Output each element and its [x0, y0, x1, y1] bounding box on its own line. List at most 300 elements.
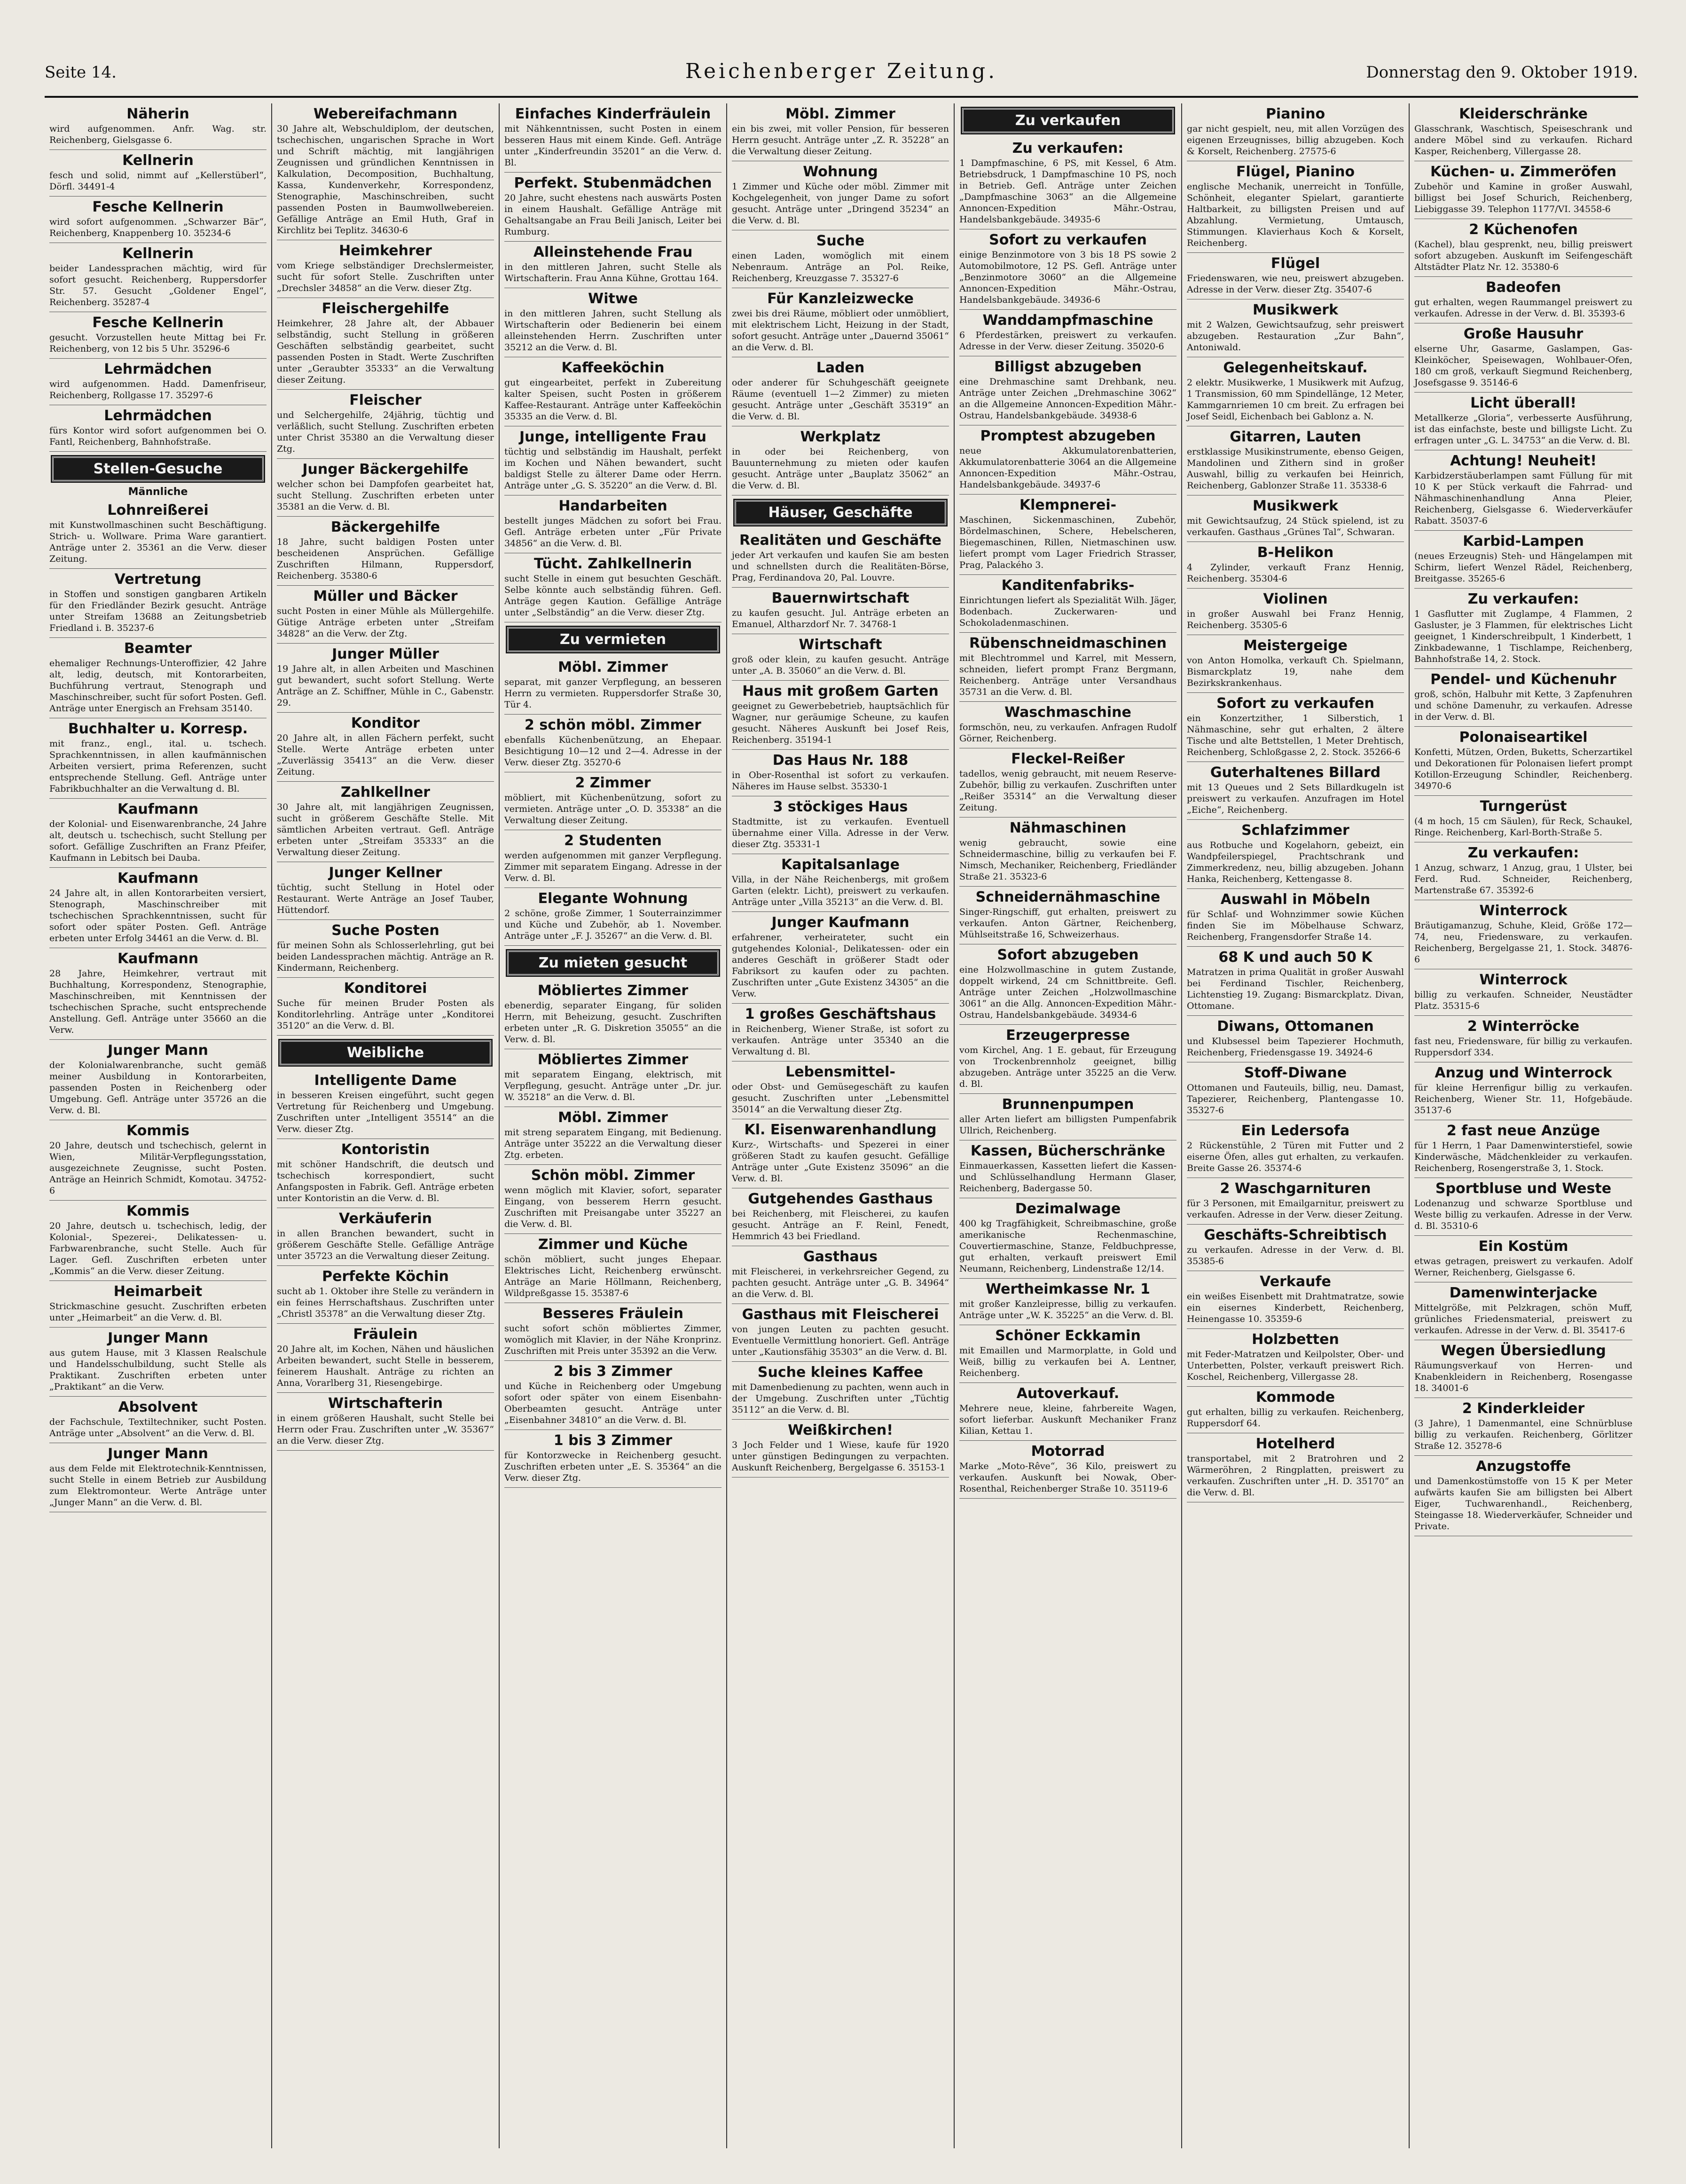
ad-heading: 1 großes Geschäftshaus	[745, 1006, 936, 1022]
classified-ad	[1187, 103, 1404, 161]
ad-heading: 2 Waschgarnituren	[1220, 1180, 1371, 1197]
classified-ad	[277, 862, 494, 920]
ad-text: beider Landessprachen mächtig, wird für sofort gesucht. Reichenberg, Ruppersdorfer Str. 57. Gesucht „Goldener Engel“, Reichenberg. 35287-4	[49, 263, 267, 307]
ad-heading: Kommis	[126, 1203, 189, 1219]
ad-text: Friedenswaren, wie neu, preiswert abzugeben. Adresse in der Verw. dieser Ztg. 35407-6	[1187, 273, 1404, 295]
classified-ad	[49, 312, 267, 359]
classified-ad	[49, 718, 267, 799]
ad-text: in den mittleren Jahren, sucht Stelle als Wirtschafterin. Frau Anna Kühne, Grottau 164.	[504, 262, 721, 283]
ad-text: mit separatem Eingang, elektrisch, mit Verpflegung, gesucht. Anträge unter „Dr. jur. W. 35218“ an die Verw. d. Bl.	[504, 1069, 721, 1102]
ad-text: (Kachel), blau gesprenkt, neu, billig preiswert sofort abzugeben. Auskunft im Seifengeschäft Altstädter Platz Nr. 12. 35380-6	[1414, 239, 1632, 272]
ad-text: fast neu, Friedensware, für billig zu verkaufen. Ruppersdorf 334.	[1414, 1036, 1632, 1058]
ad-heading: Licht überall!	[1470, 395, 1576, 411]
ad-heading: Wanddampfmaschine	[982, 312, 1153, 329]
section-heading-weibliche: Weibliche	[280, 1040, 491, 1065]
ad-text: in Stoffen und sonstigen gangbaren Artikeln für den Friedländer Bezirk gesucht. Anträge unter Streifam 13688 an Zeitungsbetrieb Friedland i. B. 35237-6	[49, 589, 267, 633]
ad-text: der Fachschule, Textiltechniker, sucht Posten. Anträge unter „Absolvent“ an die Verw. d. Bl.	[49, 1417, 267, 1438]
classified-ad	[1187, 1271, 1404, 1329]
ad-text: 2 schöne, große Zimmer, 1 Souterrainzimmer und Küche und Zubehör, ab 1. November. Anträge unter „F. J. 35267“ an die Verw. d. Bl.	[504, 908, 721, 941]
ad-text: für 1 Herrn, 1 Paar Damenwinterstiefel, sowie Kinderwäsche, Mädchenkleider zu verkaufen. Reichenberg, Rosengerstraße 3, 1. Stock.	[1414, 1140, 1632, 1173]
classified-ad	[959, 633, 1176, 702]
classified-ad	[277, 1266, 494, 1324]
classified-ad	[49, 500, 267, 569]
ad-heading: Perfekte Köchin	[322, 1268, 449, 1285]
ad-heading: Damenwinterjacke	[1449, 1285, 1598, 1301]
ad-heading: Stoff-Diwane	[1244, 1065, 1347, 1081]
ad-text: ehemaliger Rechnungs-Unteroffizier, 42 Jahre alt, ledig, deutsch, mit Kontorarbeiten, Buchführung vertraut, Stenograph und Maschinschreiber, sucht für sofort Posten. Gefl. Anträge unter Energisch an Frehsam 35140.	[49, 658, 267, 714]
ad-text: in allen Branchen bewandert, sucht in größerem Geschäfte Stelle. Gefällige Anträge unter 35723 an die Verwaltung dieser Zeitung.	[277, 1228, 494, 1261]
ad-text: gut erhalten, billig zu verkaufen. Reichenberg, Ruppersdorf 64.	[1187, 1407, 1404, 1429]
classified-ad	[1187, 947, 1404, 1016]
page-header	[45, 56, 1638, 94]
ad-heading: Lebensmittel-	[785, 1064, 895, 1080]
ad-heading: Realitäten und Geschäfte	[739, 532, 941, 549]
ad-text: gut erhalten, wegen Raummangel preiswert zu verkaufen. Adresse in der Verw. d. Bl. 35393-6	[1414, 297, 1632, 319]
classified-ad	[732, 1061, 949, 1119]
ad-heading: Kapitalsanlage	[781, 856, 900, 873]
classified-ad	[1414, 842, 1632, 900]
ad-heading: 2 bis 3 Zimmer	[553, 1363, 673, 1380]
ad-heading: Guterhaltenes Billard	[1210, 764, 1381, 781]
ad-heading: Intelligente Dame	[314, 1072, 457, 1089]
ad-heading: Wirtschafterin	[328, 1395, 443, 1412]
ad-heading: Besseres Fräulein	[542, 1305, 683, 1322]
ad-text: 30 Jahre alt, mit langjährigen Zeugnissen, sucht in größerem Geschäfte Stelle. Mit sämtlichen Arbeiten vertraut. Gefl. Anträge erbeten unter „Streifam 35333“ an die Verwaltung dieser Zeitung.	[277, 802, 494, 857]
classified-ad	[732, 750, 949, 796]
ad-text: aller Arten liefert am billigsten Pumpenfabrik Ullrich, Reichenberg.	[959, 1114, 1176, 1136]
classified-ad	[732, 103, 949, 161]
ad-text: transportabel, mit 2 Bratrohren und 2 Wärmeröhren, 2 Ringplatten, preiswert zu verkaufen. Zuschriften unter „H. D. 35170“ an die Verw. d. Bl.	[1187, 1453, 1404, 1498]
ad-heading: Badeofen	[1485, 279, 1561, 296]
classified-ad	[1187, 1178, 1404, 1225]
classified-ad	[1414, 103, 1632, 161]
column-7	[1410, 103, 1637, 2148]
ad-text: Mehrere neue, kleine, fahrbereite Wagen, sofort lieferbar. Auskunft Mechaniker Franz Kilian, Kettau 1.	[959, 1403, 1176, 1436]
classified-ad	[732, 426, 949, 495]
ad-text: Lodenanzug und schwarze Sportbluse und Weste billig zu verkaufen. Adresse in der Verw. d. Bl. 35310-6	[1414, 1198, 1632, 1231]
ad-text: mit streng separatem Eingang, mit Bedienung. Anträge unter 35222 an die Verwaltung dieser Ztg. erbeten.	[504, 1127, 721, 1160]
ad-text: englische Mechanik, unerreicht in Tonfülle, Schönheit, eleganter Spielart, garantierte Haltbarkeit, zu billigsten Preisen und auf Abzahlung. Vermietung, Umtausch, Stimmungen. Klavierhaus Koch & Korselt, Reichenberg.	[1187, 181, 1404, 248]
ad-heading: Zu verkaufen:	[1467, 591, 1579, 607]
ad-heading: Wirtschaft	[799, 636, 882, 653]
column-4	[727, 103, 955, 2148]
classified-ad	[49, 1281, 267, 1328]
ad-heading: Weißkirchen!	[788, 1422, 893, 1438]
ad-text: 30 Jahre alt, Webschuldiplom, der deutschen, tschechischen, ungarischen Sprache in Wort und Schrift mächtig, mit langjährigen Zeugnissen und gründlichen Kenntnissen in Kalkulation, Decomposition, Buchhaltung, Kassa, Kundenverkehr, Korrespondenz, Stenographie, Maschinschreiben, sucht passenden Posten in Baumwollwebereien. Gefällige Anträge an Emil Huth, Graf in Kirchlitz bei Teplitz. 34630-6	[277, 124, 494, 236]
ad-text: Strickmaschine gesucht. Zuschriften erbeten unter „Heimarbeit“ an die Verw. d. Bl.	[49, 1301, 267, 1323]
ad-heading: Winterrock	[1479, 903, 1568, 919]
ad-heading: Karbid-Lampen	[1463, 533, 1584, 550]
ad-text: jeder Art verkaufen und kaufen Sie am besten und schnellsten durch die Realitäten-Börse, Prag, Ferdinandova 20, Pal. Louvre.	[732, 550, 949, 583]
ad-text: mit Nähkenntnissen, sucht Posten in einem besseren Haus mit einem Kinde. Gefl. Anträge unter „Kinderfreundin 35201“ an die Verw. d. Bl.	[504, 124, 721, 168]
classified-ad	[1187, 299, 1404, 357]
ad-text: sucht ab 1. Oktober ihre Stelle zu verändern in ein feines Herrschaftshaus. Zuschriften unter „Christl 35378“ an die Verwaltung dieser Ztg.	[277, 1286, 494, 1319]
col6-ads	[1187, 103, 1404, 1502]
ad-heading: Fleischer	[349, 392, 422, 409]
ad-heading: Kaufmann	[117, 951, 199, 967]
ad-text: Zubehör und Kamine in großer Auswahl, billigst bei Josef Schurich, Reichenberg, Liebiggasse 39. Telephon 1177/VI. 34558-6	[1414, 181, 1632, 214]
ad-heading: Bauernwirtschaft	[771, 590, 910, 606]
classified-ad	[504, 553, 721, 622]
classified-ad	[49, 150, 267, 196]
ad-text: groß, schön, Halbuhr mit Kette, 3 Zapfenuhren und schöne Damenuhr, zu verkaufen. Adresse in der Verw. d. Bl.	[1414, 689, 1632, 722]
ad-text: zu kaufen gesucht. Jul. Anträge erbeten an Emanuel, Altharzdorf Nr. 7. 34768-1	[732, 608, 949, 629]
ad-text: mit großer Kanzleipresse, billig zu verkaufen. Anträge unter „W. K. 35225“ an die Verw. d. Bl.	[959, 1299, 1176, 1320]
classified-ad	[504, 1430, 721, 1488]
ad-heading: Achtung! Neuheit!	[1450, 453, 1597, 469]
classified-ad	[959, 1441, 1176, 1499]
ad-heading: Junger Bäckergehilfe	[302, 461, 469, 478]
ad-heading: Müller und Bäcker	[313, 588, 458, 605]
ad-heading: Zimmer und Küche	[538, 1236, 688, 1253]
ad-heading: Schlafzimmer	[1241, 822, 1349, 839]
ad-heading: Zu verkaufen:	[1467, 845, 1579, 861]
ad-text: gar nicht gespielt, neu, mit allen Vorzügen des eigenen Erzeugnisses, billig abzugeben. Koch & Korselt, Reichenberg. 27575-6	[1187, 124, 1404, 157]
newspaper-title: Reichenberger Zeitung.	[685, 59, 998, 83]
ad-heading: Fleischergehilfe	[322, 300, 449, 317]
ad-text: in großer Auswahl bei Franz Hennig, Reichenberg. 35305-6	[1187, 609, 1404, 630]
ad-text: tüchtig und selbständig im Haushalt, perfekt im Kochen und Nähen bewandert, sucht baldigst Stelle zu älterer Dame oder Herrn. Anträge unter „G. S. 35220“ an die Verw. d. Bl.	[504, 447, 721, 491]
ad-heading: Fleckel-Reißer	[1011, 751, 1125, 767]
ad-heading: Zu verkaufen:	[1012, 140, 1124, 157]
classified-ad	[277, 978, 494, 1036]
ad-heading: Flügel, Pianino	[1236, 164, 1355, 180]
ad-text: für 3 Personen, mit Emailgarnitur, preiswert zu verkaufen. Adresse in der Verw. dieser Zeitung.	[1187, 1198, 1404, 1220]
ad-heading: B-Helikon	[1257, 544, 1334, 561]
classified-ad	[732, 1304, 949, 1362]
ad-heading: Kaffeeköchin	[561, 360, 665, 376]
classified-ad	[1414, 589, 1632, 669]
classified-ad	[1414, 1398, 1632, 1456]
classified-ad	[504, 426, 721, 495]
classified-ad	[1187, 820, 1404, 889]
ad-heading: Webereifachmann	[313, 106, 458, 122]
classified-ad	[732, 1362, 949, 1420]
classified-ad	[1414, 969, 1632, 1016]
ad-heading: Wohnung	[803, 164, 878, 180]
page-number: Seite 14.	[45, 63, 117, 82]
ad-heading: Fesche Kellnerin	[92, 199, 224, 215]
classified-ad	[732, 530, 949, 588]
classified-ad	[732, 796, 949, 854]
ad-text: 28 Jahre, Heimkehrer, vertraut mit Buchhaltung, Korrespondenz, Stenographie, Maschinschreiben, mit Kenntnissen der tschechischen Sprache, sucht entsprechende Anstellung. Gefl. Anträge unter 35660 an die Verw.	[49, 968, 267, 1035]
classified-ad	[732, 357, 949, 426]
ad-heading: Kaufmann	[117, 870, 199, 887]
ad-heading: Suche kleines Kaffee	[757, 1364, 924, 1381]
ad-heading: Möbl. Zimmer	[558, 659, 668, 676]
classified-ad	[277, 1070, 494, 1139]
ad-text: Stadtmitte, ist zu verkaufen. Eventuell übernahme einer Villa. Adresse in der Verw. dieser Ztg. 35331-1	[732, 817, 949, 849]
ad-heading: Geschäfts-Schreibtisch	[1204, 1227, 1387, 1243]
ad-heading: Buchhalter u. Korresp.	[68, 721, 248, 737]
classified-ad	[1187, 1016, 1404, 1062]
ad-text: Kurz-, Wirtschafts- und Spezerei in einer größeren Stadt zu kaufen gesucht. Gefällige Anträge unter „Gute Existenz 35096“ an die Verw. d. Bl.	[732, 1139, 949, 1184]
ad-text: 1 Dampfmaschine, 6 PS, mit Kessel, 6 Atm. Betriebsdruck, 1 Dampfmaschine 10 PS, noch in Betrieb. Gefl. Anträge unter Zeichen „Dampfmaschine 3063“ an die Allgemeine Annoncen-Expedition Mähr.-Ostrau, Handelsbankgebäude. 34935-6	[959, 158, 1176, 225]
classified-ad	[277, 644, 494, 713]
ad-heading: Wegen Übersiedlung	[1441, 1343, 1606, 1359]
classified-ad	[504, 288, 721, 357]
ad-heading: Lehrmädchen	[104, 408, 212, 424]
subheading-maennliche: Männliche	[128, 486, 188, 498]
col2b-ads	[277, 1070, 494, 1451]
classified-ad	[959, 425, 1176, 495]
classified-ad	[277, 920, 494, 978]
ad-heading: Kontoristin	[341, 1141, 430, 1158]
ad-text: Räumungsverkauf von Herren- und Knabenkleidern in Reichenberg, Rosengasse 18. 34001-6	[1414, 1360, 1632, 1393]
classified-ad	[1414, 1120, 1632, 1178]
classified-ad	[959, 887, 1176, 944]
ad-heading: Zahlkellner	[340, 784, 431, 801]
ad-heading: Kleiderschränke	[1459, 106, 1588, 122]
classified-ad	[1187, 253, 1404, 299]
classified-ad	[1187, 889, 1404, 947]
classified-ad	[1414, 1016, 1632, 1062]
ad-text: einige Benzinmotore von 3 bis 18 PS sowie 2 Automobilmotore, 12 PS. Gefl. Anträge unter „Benzinmotore 3060“ an die Allgemeine Annoncen-Expedition Mähr.-Ostrau, Handelsbankgebäude. 34936-6	[959, 250, 1176, 305]
ad-text: Karbidzerstäuberlampen samt Füllung für mit 10 K per Stück verkauft die Fahrrad- und Nähmaschinenhandlung Anna Pleier, Reichenberg, Gielsgasse 6. Wiederverkäufer Rabatt. 35037-6	[1414, 471, 1632, 526]
classified-ad	[732, 588, 949, 634]
newspaper-page	[45, 56, 1638, 2153]
ad-text: ebenfalls Küchenbenützung, an Ehepaar. Besichtigung 10—12 und 2—4. Adresse in der Verw. dieser Ztg. 35270-6	[504, 735, 721, 768]
classified-ad	[49, 948, 267, 1040]
ad-text: oder Obst- und Gemüsegeschäft zu kaufen gesucht. Zuschriften unter „Lebensmittel 35014“ an die Verwaltung dieser Ztg.	[732, 1082, 949, 1115]
classified-ad	[1414, 323, 1632, 393]
classified-ad	[49, 799, 267, 868]
ad-text: von jungen Leuten zu pachten gesucht. Eventuelle Vermittlung honoriert. Gefl. Anträge unter „Kautionsfähig 35303“ an die Verw. d. Bl.	[732, 1324, 949, 1357]
ad-text: mit Damenbedienung zu pachten, wenn auch in der Umgebung. Zuschriften unter „Tüchtig 35112“ an die Verw. d. Bl.	[732, 1382, 949, 1415]
issue-date: Donnerstag den 9. Oktober 1919.	[1366, 63, 1638, 82]
ad-text: mit 2 Walzen, Gewichtsaufzug, sehr preiswert abzugeben. Restauration „Zur Bahn“, Antoniwald.	[1187, 320, 1404, 353]
ad-heading: Klempnerei-	[1019, 497, 1117, 513]
ad-heading: Möbliertes Zimmer	[537, 1052, 689, 1068]
classified-ad	[504, 242, 721, 288]
ad-text: Mittelgröße, mit Pelzkragen, schön Muff, grünliches Friedensmaterial, preiswert zu verkaufen. Adresse in der Verw. d. Bl. 35417-6	[1414, 1303, 1632, 1336]
ad-text: für Schlaf- und Wohnzimmer sowie Küchen finden Sie im Möbelhause Schwarz, Reichenberg, Frangensdorfer Straße 14.	[1187, 909, 1404, 942]
ad-heading: Junge, intelligente Frau	[519, 429, 706, 445]
ad-text: für Kontorzwecke in Reichenberg gesucht. Zuschriften erbeten unter „E. S. 35364“ an die Verw. dieser Ztg.	[504, 1450, 721, 1483]
ad-text: zu verkaufen. Adresse in der Verw. d. Bl. 35385-6	[1187, 1245, 1404, 1266]
ad-text: eine Holzwollmaschine in gutem Zustande, doppelt wirkend, 24 cm Schnittbreite. Gefl. Anträge unter Zeichen „Holzwollmaschine 3061“ an die Allg. Annoncen-Expedition Mähr.-Ostrau, Handelsbankgebäude. 34934-6	[959, 965, 1176, 1020]
ad-text: Marke „Moto-Rêve“, 36 Kilo, preiswert zu verkaufen. Auskunft bei Nowak, Ober-Rosenthal, Reichenberger Straße 10. 35119-6	[959, 1461, 1176, 1494]
ad-text: billig zu verkaufen. Schneider, Neustädter Platz. 35315-6	[1414, 990, 1632, 1011]
classified-ad	[1414, 1282, 1632, 1340]
classified-ad	[1414, 1456, 1632, 1536]
classified-ad	[49, 868, 267, 948]
ad-heading: Konditor	[351, 715, 420, 731]
classified-ad	[504, 1234, 721, 1303]
ad-text: groß oder klein, zu kaufen gesucht. Anträge unter „A. B. 35060“ an die Verw. d. Bl.	[732, 654, 949, 676]
ad-heading: Turngerüst	[1480, 798, 1567, 815]
section-heading-zu-vermieten: Zu vermieten	[507, 627, 719, 652]
classified-ad	[504, 657, 721, 715]
ad-heading: Näherin	[126, 106, 189, 122]
classified-ad	[959, 138, 1176, 229]
classified-ad	[1414, 900, 1632, 969]
ad-text: und Selchergehilfe, 24jährig, tüchtig und verläßlich, sucht Stellung. Zuschriften erbeten unter Christ 35380 an die Verwaltung dieser Ztg.	[277, 410, 494, 454]
classified-ad	[732, 1246, 949, 1304]
ad-text: vom Kriege selbständiger Drechslermeister, sucht für sofort Stelle. Zuschriften unter „Drechsler 34858“ an die Verw. dieser Ztg.	[277, 260, 494, 293]
column-2	[272, 103, 500, 2148]
column-5	[955, 103, 1182, 2148]
ad-text: eine Drehmaschine samt Drehbank, neu. Anträge unter Zeichen „Drehmaschine 3062“ an die Allgemeine Annoncen-Expedition Mähr.-Ostrau, Handelsbankgebäude. 34938-6	[959, 377, 1176, 421]
ad-text: Einrichtungen liefert als Spezialität Wilh. Jäger, Bodenbach. Zuckerwaren- und Schokoladenmaschinen.	[959, 595, 1176, 628]
classified-ad	[1187, 589, 1404, 635]
ad-text: Suche für meinen Bruder Posten als Konditorlehrling. Anträge unter „Konditorei 35120“ an die Verw. d. Bl.	[277, 998, 494, 1031]
ad-heading: Hotelherd	[1255, 1436, 1335, 1452]
ad-heading: Alleinstehende Frau	[533, 244, 693, 260]
ad-text: Konfetti, Mützen, Orden, Buketts, Scherzartikel und Dekorationen für Polonaisen liefert prompt Kotillon-Erzeugung Schindler, Reichenberg. 34970-6	[1414, 747, 1632, 791]
ad-heading: Kommode	[1255, 1389, 1335, 1406]
ad-columns	[45, 103, 1638, 2148]
ad-text: ein bis zwei, mit voller Pension, für besseren Herrn gesucht. Anträge unter „Z. R. 35228“ an die Verwaltung dieser Zeitung.	[732, 124, 949, 157]
classified-ad	[1187, 762, 1404, 820]
ad-heading: 1 bis 3 Zimmer	[553, 1432, 673, 1449]
ad-heading: Möbl. Zimmer	[558, 1109, 668, 1126]
classified-ad	[1414, 1236, 1632, 1282]
ad-heading: Haus mit großem Garten	[742, 683, 939, 699]
col4b-ads	[732, 530, 949, 1477]
classified-ad	[1187, 357, 1404, 426]
classified-ad	[277, 103, 494, 240]
ad-heading: Gitarren, Lauten	[1230, 429, 1361, 445]
classified-ad	[277, 1139, 494, 1208]
ad-text: ebenerdig, separater Eingang, für soliden Herrn, mit Beheizung, gesucht. Zuschriften erbeten unter „R. G. Diskretion 35055“ an die Verw. d. Bl.	[504, 1000, 721, 1045]
classified-ad	[1187, 693, 1404, 762]
ad-text: in den mittleren Jahren, sucht Stellung als Wirtschafterin oder Bedienerin bei einem alleinstehenden Herrn. Zuschriften unter 35212 an die Verw. d. Bl.	[504, 308, 721, 353]
ad-text: 20 Jahre alt, im Kochen, Nähen und häuslichen Arbeiten bewandert, sucht Stelle in besserem, feinerem Haushalt. Anträge zu richten an Anna, Vorarlberg 31, Riesengebirge.	[277, 1344, 494, 1388]
classified-ad	[959, 817, 1176, 887]
ad-heading: 2 Küchenofen	[1469, 221, 1578, 238]
column-3	[500, 103, 727, 2148]
classified-ad	[1414, 1340, 1632, 1398]
classified-ad	[959, 1279, 1176, 1325]
ad-text: von Anton Homolka, verkauft Ch. Spielmann, Bismarckplatz 19, nahe dem Bezirkskrankenhaus.	[1187, 655, 1404, 688]
classified-ad	[49, 103, 267, 150]
header-rule	[45, 96, 1638, 98]
ad-text: vom Kirchel, Ang. 1 E. gebaut, für Erzeugung von Trockenbrennholz geeignet, billig abzugeben. Anträge unter 35225 an die Verw. d. Bl.	[959, 1045, 1176, 1089]
ad-text: tüchtig, sucht Stellung in Hotel oder Restaurant. Werte Anträge an Josef Tauber, Hüttendorf.	[277, 882, 494, 915]
classified-ad	[504, 830, 721, 888]
ad-text: mit Emaillen und Marmorplatte, in Gold und Weiß, billig zu verkaufen bei A. Lentner, Reichenberg.	[959, 1345, 1176, 1378]
ad-heading: Lohnreißerei	[107, 502, 209, 519]
ad-text: Villa, in der Nähe Reichenbergs, mit großem Garten (elektr. Licht), preiswert zu verkaufen. Anträge unter „Villa 35213“ an die Verw. d. Bl.	[732, 874, 949, 907]
ad-heading: Billigst abzugeben	[994, 359, 1142, 375]
classified-ad	[1414, 1178, 1632, 1236]
classified-ad	[504, 1107, 721, 1165]
ad-text: fesch und solid, nimmt auf „Kellerstüberl“, Dörfl. 34491-4	[49, 170, 267, 192]
classified-ad	[49, 1201, 267, 1281]
ad-heading: Tücht. Zahlkellnerin	[533, 556, 692, 572]
ad-text: mit 13 Queues und 2 Sets Billardkugeln ist preiswert zu verkaufen. Anzufragen im Hotel „Eiche“, Reichenberg.	[1187, 782, 1404, 815]
classified-ad	[1414, 727, 1632, 796]
ad-text: fürs Kontor wird sofort aufgenommen bei O. Fantl, Reichenberg, Bahnhofstraße.	[49, 425, 267, 447]
ad-text: in besseren Kreisen eingeführt, sucht gegen Vertretung für Reichenberg und Umgebung. Zuschriften unter „Intelligent 35514“ an die Verw. dieser Ztg.	[277, 1090, 494, 1134]
ad-heading: Dezimalwage	[1015, 1201, 1121, 1217]
ad-heading: Sofort zu verkaufen	[1216, 695, 1374, 712]
ad-heading: Motorrad	[1031, 1443, 1105, 1460]
ad-text: einen Laden, womöglich mit einem Nebenraum. Anträge an Pol. Reike, Reichenberg, Kreuzgasse 7. 35327-6	[732, 251, 949, 283]
ad-heading: Große Hausuhr	[1463, 326, 1584, 342]
classified-ad	[732, 230, 949, 288]
column-6	[1182, 103, 1410, 2148]
ad-heading: Kaufmann	[117, 801, 199, 817]
ad-text: gut eingearbeitet, perfekt in Zubereitung kalter Speisen, sucht Posten in größerem Kaffee-Restaurant. Anträge unter Kaffeeköchin 35335 an die Verw. d. Bl.	[504, 377, 721, 422]
ad-heading: Witwe	[588, 291, 638, 307]
classified-ad	[1414, 219, 1632, 277]
ad-text: 20 Jahre, deutsch und tschechisch, gelernt in Wien, Militär-Verpflegungsstation, ausgezeichnete Zeugnisse, sucht Posten. Anträge an Heinrich Schmidt, Komotau. 34752-6	[49, 1140, 267, 1196]
ad-heading: 2 Winterröcke	[1467, 1018, 1580, 1035]
ad-heading: Für Kanzleizwecke	[767, 291, 914, 307]
classified-ad	[49, 243, 267, 312]
classified-ad	[959, 1198, 1176, 1279]
ad-heading: Beamter	[124, 640, 192, 657]
ad-heading: Perfekt. Stubenmädchen	[514, 175, 712, 191]
classified-ad	[732, 1420, 949, 1477]
ad-text: wenn möglich mit Klavier, sofort, separater Eingang, von besserem Herrn gesucht. Zuschriften mit Preisangabe unter 35227 an die Verw. d. Bl.	[504, 1185, 721, 1229]
classified-ad	[959, 1140, 1176, 1198]
classified-ad	[1187, 1062, 1404, 1120]
classified-ad	[732, 634, 949, 681]
ad-text: Glasschrank, Waschtisch, Speiseschrank und andere Möbel sind zu verkaufen. Richard Kasper, Reichenberg, Villergasse 28.	[1414, 124, 1632, 157]
ad-heading: Junger Mann	[108, 1330, 208, 1346]
classified-ad	[1414, 669, 1632, 727]
ad-text: 18 Jahre, sucht baldigen Posten unter bescheidenen Ansprüchen. Gefällige Zuschriften Hilmann, Ruppersdorf, Reichenberg. 35380-6	[277, 537, 494, 581]
ad-text: aus gutem Hause, mit 3 Klassen Realschule und Handelsschulbildung, sucht Stelle als Praktikant. Zuschriften erbeten unter „Praktikant“ an die Verw.	[49, 1348, 267, 1392]
ad-heading: Verkaufe	[1260, 1273, 1331, 1290]
ad-heading: Rübenschneidmaschinen	[969, 635, 1167, 652]
classified-ad	[732, 854, 949, 912]
classified-ad	[732, 161, 949, 230]
ad-heading: Werkplatz	[800, 429, 881, 445]
ad-text: werden aufgenommen mit ganzer Verpflegung. Zimmer mit separatem Eingang. Adresse in der Verw. d. Bl.	[504, 850, 721, 883]
ad-text: mit Feder-Matratzen und Keilpolster, Ober- und Unterbetten, Polster, verkauft preiswert Rich. Koschel, Reichenberg, Villergasse 28.	[1187, 1349, 1404, 1382]
classified-ad	[1187, 426, 1404, 495]
ad-text: in einem größeren Haushalt, sucht Stelle bei Herrn oder Frau. Zuschriften unter „W. 35367“ an die Verw. dieser Ztg.	[277, 1413, 494, 1446]
ad-text: 1 Zimmer und Küche oder möbl. Zimmer mit Kochgelegenheit, von junger Dame zu sofort gesucht. Anträge unter „Dringend 35234“ an die Verw. d. Bl.	[732, 181, 949, 226]
classified-ad	[504, 1303, 721, 1361]
ad-text: wird sofort aufgenommen. „Schwarzer Bär“, Reichenberg, Knappenberg 10. 35234-6	[49, 217, 267, 238]
ad-heading: Violinen	[1263, 591, 1328, 607]
ad-heading: Möbliertes Zimmer	[537, 982, 689, 999]
classified-ad	[277, 517, 494, 586]
ad-heading: Diwans, Ottomanen	[1217, 1018, 1374, 1035]
classified-ad	[277, 782, 494, 862]
classified-ad	[49, 196, 267, 243]
ad-heading: Pianino	[1265, 106, 1325, 122]
classified-ad	[732, 912, 949, 1004]
ad-text: etwas getragen, preiswert zu verkaufen. Adolf Werner, Reichenberg, Gielsgasse 6.	[1414, 1256, 1632, 1278]
ad-heading: Junger Kaufmann	[771, 914, 910, 931]
ad-heading: Winterrock	[1479, 972, 1568, 988]
ad-heading: Kellnerin	[122, 152, 194, 169]
ad-text: Einmauerkassen, Kassetten liefert die Kassen- und Schlüsselhandlung Hermann Glaser, Reichenberg, Badergasse 50.	[959, 1161, 1176, 1194]
classified-ad	[1414, 450, 1632, 531]
ad-heading: 2 Kinderkleider	[1462, 1400, 1585, 1417]
classified-ad	[277, 1324, 494, 1393]
classified-ad	[959, 310, 1176, 356]
ad-heading: 2 fast neue Anzüge	[1446, 1123, 1600, 1139]
col1b-ads	[49, 500, 267, 1512]
classified-ad	[959, 748, 1176, 817]
classified-ad	[49, 1328, 267, 1397]
ad-heading: Laden	[816, 360, 865, 376]
ad-text: (4 m hoch, 15 cm Säulen), für Reck, Schaukel, Ringe. Reichenberg, Karl-Borth-Straße 5.	[1414, 816, 1632, 838]
classified-ad	[49, 638, 267, 718]
section-heading-haeuser-geschaefte: Häuser, Geschäfte	[735, 500, 946, 525]
classified-ad	[1187, 1120, 1404, 1178]
classified-ad	[277, 586, 494, 644]
ad-heading: Polonaiseartikel	[1459, 729, 1588, 746]
ad-text: Ottomanen und Fauteuils, billig, neu. Damast, Tapezierer, Reichenberg, Plantengasse 10. 35327-6	[1187, 1083, 1404, 1116]
